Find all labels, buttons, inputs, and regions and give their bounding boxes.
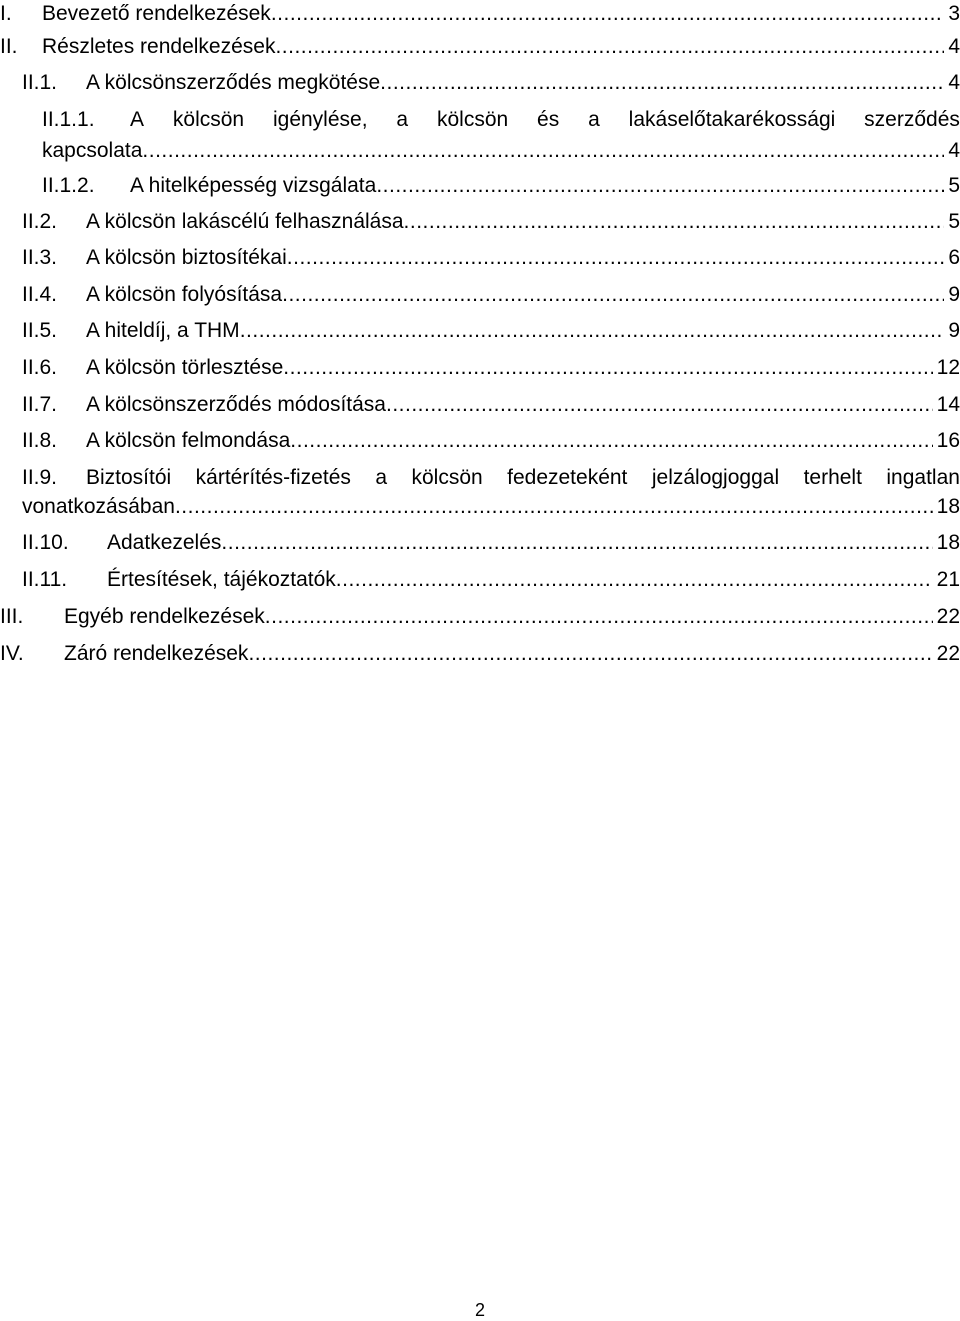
toc-leader-line xyxy=(107,529,960,557)
toc-title-word: szerződés xyxy=(864,108,960,131)
toc-page: 5 xyxy=(948,174,960,197)
toc-page: 18 xyxy=(936,495,960,518)
toc-page: 12 xyxy=(936,356,960,379)
toc-title: A kölcsön folyósítása xyxy=(86,283,283,306)
toc-leader-line xyxy=(86,69,960,97)
toc-number: II.1.1. xyxy=(42,108,95,131)
toc-title-word: a xyxy=(588,108,600,131)
toc-dots xyxy=(265,603,933,631)
toc-page: 16 xyxy=(936,429,960,452)
toc-title-word: fedezeteként xyxy=(507,466,628,489)
toc-number: II.10. xyxy=(22,531,69,554)
toc-leader-line xyxy=(64,603,960,631)
toc-number: II.7. xyxy=(22,393,58,416)
toc-dots xyxy=(287,244,945,272)
toc-leader-line xyxy=(42,33,960,61)
toc-title: Záró rendelkezések xyxy=(64,642,249,665)
toc-title: A kölcsön törlesztése xyxy=(86,356,284,379)
toc-dots xyxy=(175,493,933,521)
toc-title: Részletes rendelkezések xyxy=(42,35,276,58)
toc-title-word: jelzálogjoggal xyxy=(651,466,780,489)
toc-dots xyxy=(376,172,944,200)
toc-dots xyxy=(240,317,945,345)
toc-dots xyxy=(248,640,932,668)
toc-title: A kölcsönszerződés megkötése xyxy=(86,71,381,94)
toc-number: II.1. xyxy=(22,71,58,94)
toc-leader-line xyxy=(86,354,960,382)
toc-dots xyxy=(404,208,945,236)
toc-number: II. xyxy=(0,35,18,58)
toc-title-word: kölcsön xyxy=(436,108,509,131)
toc-title-word: Biztosítói xyxy=(86,466,172,489)
toc-title-word: A xyxy=(130,108,145,131)
toc-leader-line xyxy=(42,0,960,28)
toc-dots xyxy=(271,0,945,28)
toc-number: II.4. xyxy=(22,283,58,306)
toc-number: II.5. xyxy=(22,319,58,342)
toc-leader-line xyxy=(42,137,960,165)
toc-title: A kölcsönszerződés módosítása xyxy=(86,393,386,416)
toc-page: 9 xyxy=(948,283,960,306)
toc-dots xyxy=(275,33,944,61)
toc-title: A kölcsön lakáscélú felhasználása xyxy=(86,210,404,233)
toc-page: 4 xyxy=(948,139,960,162)
toc-page: 3 xyxy=(948,2,960,25)
toc-page: 22 xyxy=(936,642,960,665)
toc-page: 18 xyxy=(936,531,960,554)
toc-title: Adatkezelés xyxy=(107,531,222,554)
toc-dots xyxy=(221,529,932,557)
toc-title: A hitelképesség vizsgálata xyxy=(130,174,377,197)
toc-leader-line xyxy=(86,208,960,236)
toc-page: 4 xyxy=(948,35,960,58)
toc-dots xyxy=(386,391,933,419)
toc-title: A hiteldíj, a THM xyxy=(86,319,240,342)
toc-title: A kölcsön felmondása xyxy=(86,429,291,452)
toc-title-word: lakáselőtakarékossági xyxy=(628,108,836,131)
toc-title-word: igénylése, xyxy=(272,108,368,131)
toc-page: 21 xyxy=(936,568,960,591)
page-number: 2 xyxy=(474,1300,485,1320)
toc-dots xyxy=(283,354,932,382)
toc-page: 22 xyxy=(936,605,960,628)
toc-leader-line xyxy=(64,640,960,668)
toc-page: 14 xyxy=(936,393,960,416)
toc-title-word: kölcsön xyxy=(411,466,483,489)
toc-number: IV. xyxy=(0,642,24,665)
toc-dots xyxy=(380,69,944,97)
toc-title: kapcsolata xyxy=(42,139,143,162)
toc-number: II.8. xyxy=(22,429,58,452)
toc-number: I. xyxy=(0,2,12,25)
toc-number: II.6. xyxy=(22,356,58,379)
toc-dots xyxy=(282,281,944,309)
toc-leader-line xyxy=(130,172,960,200)
toc-title-line-1 xyxy=(86,464,960,492)
toc-title: Egyéb rendelkezések xyxy=(64,605,265,628)
toc-title: A kölcsön biztosítékai xyxy=(86,246,287,269)
toc-leader-line xyxy=(86,427,960,455)
toc-title-line-1 xyxy=(130,106,960,134)
toc-leader-line xyxy=(86,244,960,272)
toc-page: 5 xyxy=(948,210,960,233)
toc-title-word: ingatlan xyxy=(886,466,960,489)
toc-title-word: a xyxy=(396,108,409,131)
toc-dots xyxy=(290,427,932,455)
toc-page: 9 xyxy=(948,319,960,342)
toc-number: III. xyxy=(0,605,24,628)
toc-title-word: kártérítés-fizetés xyxy=(195,466,351,489)
toc-title: vonatkozásában xyxy=(22,495,175,518)
toc-dots xyxy=(142,137,944,165)
toc-number: II.2. xyxy=(22,210,58,233)
toc-number: II.1.2. xyxy=(42,174,95,197)
toc-title: Értesítések, tájékoztatók xyxy=(107,568,336,591)
toc-number: II.11. xyxy=(22,568,68,591)
toc-leader-line xyxy=(107,566,960,594)
toc-leader-line xyxy=(86,391,960,419)
toc-title: Bevezető rendelkezések xyxy=(42,2,271,25)
toc-number: II.9. xyxy=(22,466,58,489)
toc-title-word: a xyxy=(375,466,388,489)
toc-page: 6 xyxy=(948,246,960,269)
toc-title-word: terhelt xyxy=(803,466,862,489)
toc-dots xyxy=(336,566,933,594)
toc-number: II.3. xyxy=(22,246,58,269)
toc-title-word: és xyxy=(537,108,560,131)
toc-title-word: kölcsön xyxy=(172,108,245,131)
toc-leader-line xyxy=(86,281,960,309)
toc-leader-line xyxy=(22,493,960,521)
toc-leader-line xyxy=(86,317,960,345)
toc-page: 4 xyxy=(948,71,960,94)
